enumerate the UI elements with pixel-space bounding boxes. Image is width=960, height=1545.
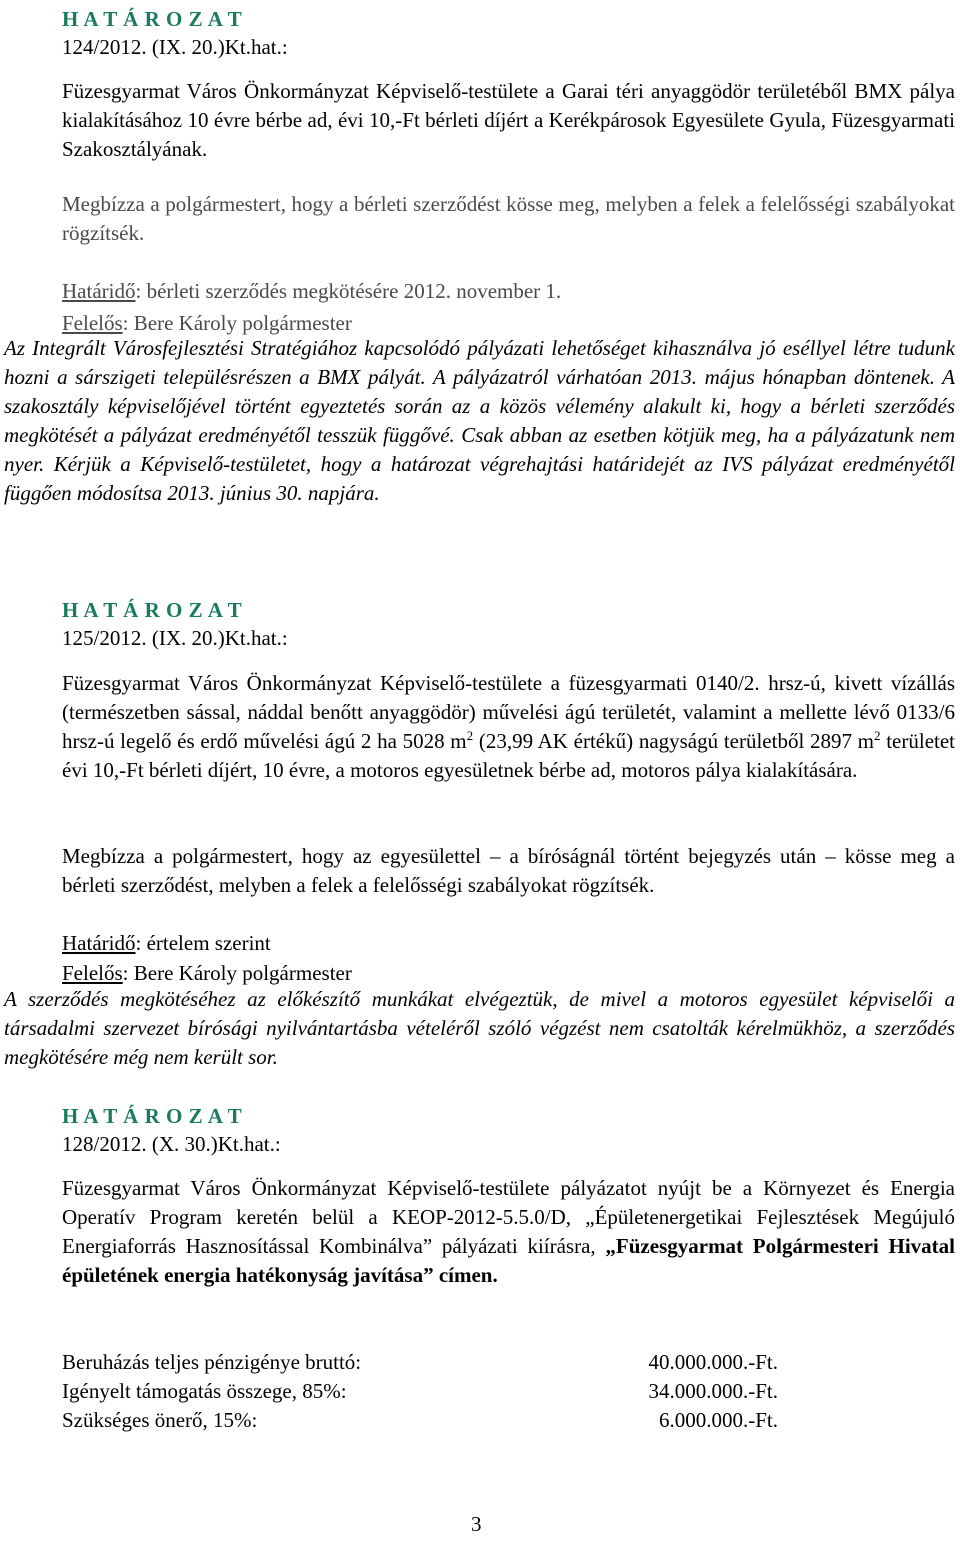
resolution-text-2a: Füzesgyarmat Város Önkormányzat Képviselő-testülete a füzesgyarmati 0140/2. hrsz-ú, kivett vízállás (természetben sással, náddal benőtt anyaggödör) művelési ágú területét, valamint a mellette lévő 0133/6 hrsz-ú legelő és erdő művelési ágú 2 ha 5028 m	[62, 671, 955, 753]
responsible-value: : Bere Károly polgármester	[122, 311, 352, 335]
deadline-1	[62, 279, 561, 303]
responsible-1	[62, 311, 352, 335]
finance-amount-total: 40.000.000.-Ft.	[648, 1350, 778, 1374]
finance-label-support: Igényelt támogatás összege, 85%:	[62, 1379, 347, 1403]
resolution-text-2b: (23,99 AK értékű) nagyságú területből 2897 m	[473, 729, 875, 753]
resolution-text-2	[62, 669, 955, 785]
note-italic-2: A szerződés megkötéséhez az előkészítő munkákat elvégeztük, de mivel a motoros egyesület képviselői a társadalmi szervezet bírósági nyilvántartásba vételéről szóló végzést nem csatolták kérelmükhöz, a szerződés megkötésére még nem került sor.	[4, 987, 955, 1069]
responsible-value: : Bere Károly polgármester	[122, 961, 352, 985]
finance-label-own: Szükséges önerő, 15%:	[62, 1408, 258, 1432]
note-italic-1: Az Integrált Városfejlesztési Stratégiához kapcsolódó pályázati lehetőséget kihasználva jó eséllyel létre tudunk hozni a sárszigeti településrészen a BMX pályát. A pályázatról várhatóan 2013. május hónapban döntenek. A szakosztály képviselőjével történt egyeztetés során az a közös vélemény alakult ki, hogy a bérleti szerződés megkötését a pályázat eredményétől tesszük függővé. Csak abban az esetben kötjük meg, ha a pályázatunk nem nyer. Kérjük a Képviselő-testületet, hogy a határozat végrehajtási határidejét az IVS pályázat eredményétől függően módosítsa 2013. június 30. napjára.	[4, 336, 955, 505]
finance-amount-support: 34.000.000.-Ft.	[648, 1379, 778, 1403]
responsible-label: Felelős	[62, 961, 123, 985]
resolution-text-3	[62, 1174, 955, 1290]
deadline-label: Határidő	[62, 931, 136, 955]
resolution-heading-3: H A T Á R O Z A T	[62, 1104, 243, 1128]
mandate-text-2: Megbízza a polgármestert, hogy az egyesülettel – a bíróságnál történt bejegyzés után – kösse meg a bérleti szerződést, melyben a felek a felelősségi szabályokat rögzítsék.	[62, 844, 955, 897]
page-number: 3	[471, 1512, 482, 1536]
superscript-squared: 2	[466, 728, 474, 743]
resolution-heading-1: H A T Á R O Z A T	[62, 7, 243, 31]
resolution-number-2: 125/2012. (IX. 20.)Kt.hat.:	[62, 626, 288, 650]
finance-amount-own: 6.000.000.-Ft.	[658, 1408, 778, 1432]
mandate-text-1: Megbízza a polgármestert, hogy a bérleti szerződést kösse meg, melyben a felek a felelősségi szabályokat rögzítsék.	[62, 192, 955, 245]
deadline-value: : értelem szerint	[135, 931, 271, 955]
finance-label-total: Beruházás teljes pénzigénye bruttó:	[62, 1350, 362, 1374]
resolution-number-3: 128/2012. (X. 30.)Kt.hat.:	[62, 1132, 281, 1156]
deadline-label: Határidő	[62, 279, 136, 303]
superscript-squared: 2	[874, 728, 881, 743]
resolution-text-3a: Füzesgyarmat Város Önkormányzat Képviselő-testülete pályázatot nyújt be a Környezet és Energia Operatív Program keretén belül a KEOP-2012-5.5.0/D, „Épületenergetikai Fejlesztések Megújuló Energiaforrás Hasznosítással Kombinálva” pályázati kiírásra,	[62, 1176, 955, 1258]
resolution-heading-2: H A T Á R O Z A T	[62, 598, 243, 622]
deadline-2	[62, 931, 271, 955]
resolution-title-bold: „Füzesgyarmat Polgármesteri Hivatal épületének energia hatékonyság javítása” címen.	[62, 1234, 955, 1287]
resolution-text-1: Füzesgyarmat Város Önkormányzat Képviselő-testülete a Garai téri anyaggödör területéből BMX pálya kialakításához 10 évre bérbe ad, évi 10,-Ft bérleti díjért a Kerékpárosok Egyesülete Gyula, Füzesgyarmati Szakosztályának.	[62, 79, 955, 161]
deadline-value: : bérleti szerződés megkötésére 2012. november 1.	[135, 279, 562, 303]
resolution-text-2c: területet évi 10,-Ft bérleti díjért, 10 évre, a motoros egyesületnek bérbe ad, motoros pálya kialakítására.	[62, 729, 956, 782]
resolution-number-1: 124/2012. (IX. 20.)Kt.hat.:	[62, 35, 288, 59]
responsible-label: Felelős	[62, 311, 123, 335]
responsible-2	[62, 961, 352, 985]
